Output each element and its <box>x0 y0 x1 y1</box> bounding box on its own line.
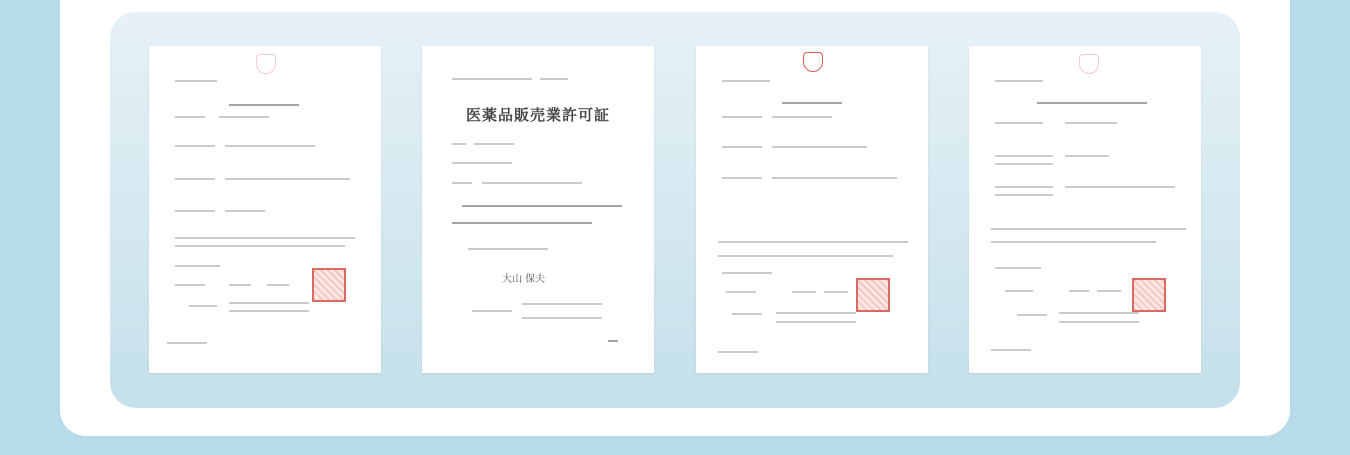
license-document-1 <box>149 46 381 373</box>
signature: 大山 保夫 <box>502 274 546 285</box>
license-document-3 <box>696 46 928 373</box>
seal-icon <box>256 54 276 74</box>
official-stamp <box>856 278 890 312</box>
document-title: 医薬品販売業許可証 <box>465 106 610 124</box>
seal-icon <box>1079 54 1099 74</box>
official-stamp <box>312 268 346 302</box>
license-document-2 <box>422 46 654 373</box>
seal-icon <box>803 52 823 72</box>
license-document-4 <box>969 46 1201 373</box>
official-stamp <box>1132 278 1166 312</box>
